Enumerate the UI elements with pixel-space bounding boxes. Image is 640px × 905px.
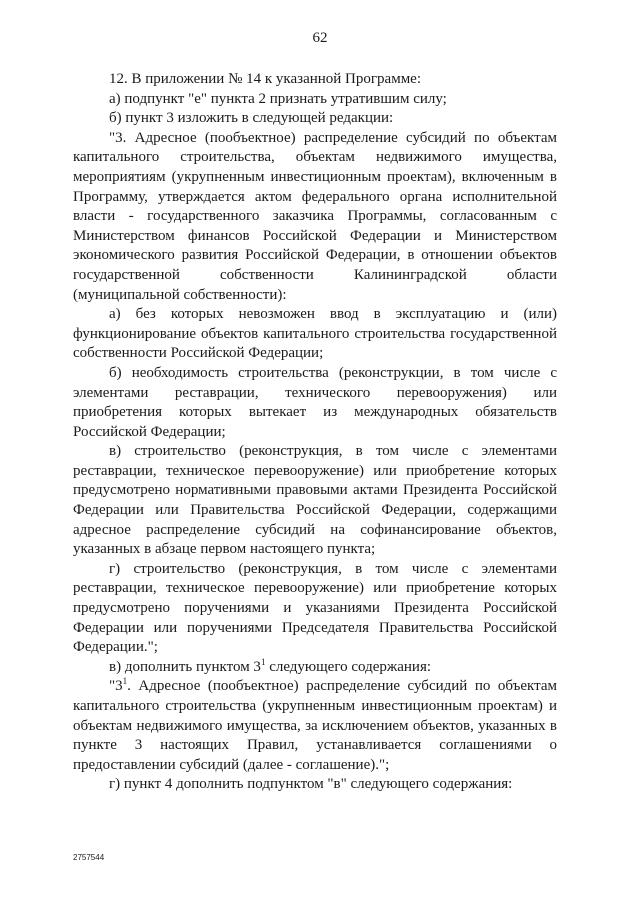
paragraph-subitem-v — [73, 658, 557, 678]
paragraph-point-3-g: г) строительство (реконструкция, в том числе с элементами реставрации, техническое перевооружение) или приобретение которых предусмотрено поручениями и указаниями Президента Российской Федерации или поручениями Председателя Правительства Российской Федерации."; — [73, 560, 557, 656]
paragraph-point-3-a: а) без которых невозможен ввод в эксплуатацию и (или) функционирование объектов капитального строительства государственной собственности Российской Федерации; — [73, 306, 557, 362]
paragraph-item-12: 12. В приложении № 14 к указанной Программе: — [109, 71, 422, 87]
point-3-1-start: "3 — [109, 678, 123, 695]
point-3-1-text: . Адресное (пообъектное) распределение субсидий по объектам капитального строительства (укрупненным инвестиционным проектам) и объектам недвижимого имущества, за исключением объектов, указанных в пункте 3 настоящих Правил, устанавливается соглашениями о предоставлении субсидий (далее - соглашение)."; — [73, 678, 557, 773]
subitem-v-text-end: следующего содержания: — [265, 658, 432, 675]
paragraph-subitem-b: б) пункт 3 изложить в следующей редакции: — [109, 110, 394, 127]
paragraph-subitem-g: г) пункт 4 дополнить подпунктом "в" следующего содержания: — [109, 776, 513, 793]
page-number: 62 — [312, 30, 328, 46]
document-code: 2757544 — [73, 853, 105, 862]
superscript: 1 — [122, 676, 128, 687]
subitem-v-text: в) дополнить пунктом 3 — [109, 658, 261, 675]
paragraph-point-3-1 — [73, 677, 557, 775]
paragraph-point-3-v: в) строительство (реконструкция, в том числе с элементами реставрации, техническое перевооружение) или приобретение которых предусмотрено нормативными правовыми актами Президента Российской Федерации или Правительства Российской Федерации, содержащими адресное распределение субсидий на софинансирование объектов, указанных в абзаце первом настоящего пункта; — [73, 443, 557, 558]
paragraph-point-3: "3. Адресное (пообъектное) распределение субсидий по объектам капитального строительства, объектам недвижимого имущества, мероприятиям (укрупненным инвестиционным проектам), включенным в Программу, утверждается актом федерального органа исполнительной власти - государственного заказчика Программы, согласованным с Министерством финансов Российской Федерации и Министерством экономического развития Российской Федерации, в отношении объектов государственной собственности Калининградской области (муниципальной собственности): — [73, 129, 557, 303]
paragraph-point-3-b: б) необходимость строительства (реконструкции, в том числе с элементами реставрации, технического перевооружения) или приобретения которых вытекает из международных обязательств Российской Федерации; — [73, 364, 557, 440]
paragraph-subitem-a: а) подпункт "е" пункта 2 признать утратившим силу; — [109, 90, 447, 107]
superscript: 1 — [260, 656, 266, 667]
document-body — [73, 70, 557, 795]
